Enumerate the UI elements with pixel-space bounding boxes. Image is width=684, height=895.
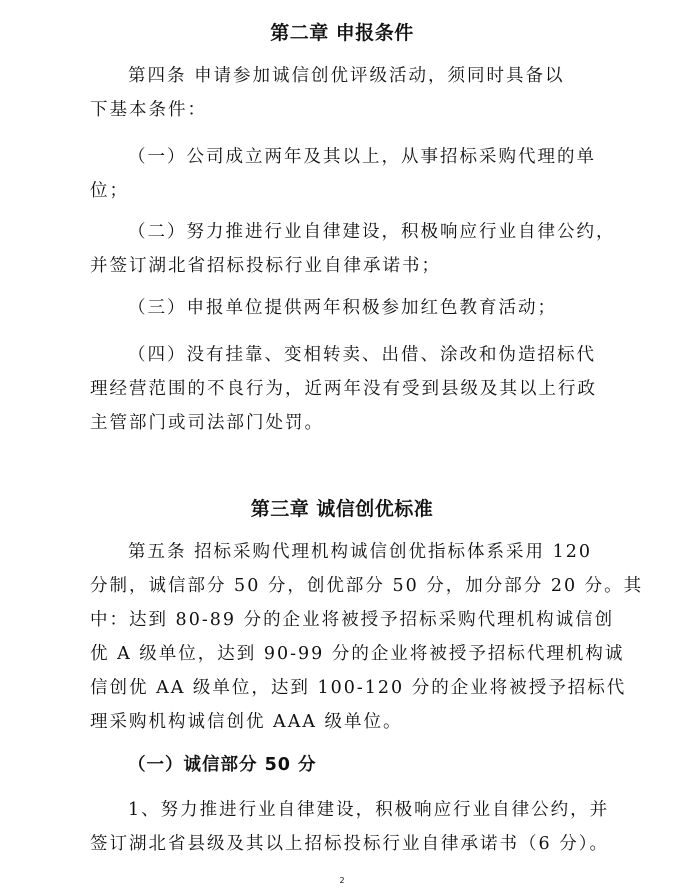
article-5-line-6: 理采购机构诚信创优 AAA 级单位。 xyxy=(90,712,403,732)
chapter-2-title: 第二章 申报条件 xyxy=(270,22,414,44)
integrity-item-1-line-1: 1、努力推进行业自律建设，积极响应行业自律公约，并 xyxy=(128,800,610,820)
condition-1-line-2: 位； xyxy=(90,181,129,201)
condition-4-line-3: 主管部门或司法部门处罚。 xyxy=(90,413,324,433)
article-4-line-2: 下基本条件： xyxy=(90,100,207,120)
article-5-line-2: 分制，诚信部分 50 分，创优部分 50 分，加分部分 20 分。其 xyxy=(90,576,644,596)
chapter-3-title: 第三章 诚信创优标准 xyxy=(250,498,434,520)
integrity-section-title: （一）诚信部分 50 分 xyxy=(128,755,317,775)
article-4-line-1: 第四条 申请参加诚信创优评级活动，须同时具备以 xyxy=(128,66,565,86)
condition-4-line-1: （四）没有挂靠、变相转卖、出借、涂改和伪造招标代 xyxy=(128,345,596,365)
page-number: 2 xyxy=(339,876,345,885)
condition-2-line-2: 并签订湖北省招标投标行业自律承诺书； xyxy=(90,256,441,276)
article-5-line-1: 第五条 招标采购代理机构诚信创优指标体系采用 120 xyxy=(128,542,593,562)
article-5-line-4: 优 A 级单位，达到 90-99 分的企业将被授予招标代理机构诚 xyxy=(90,644,625,664)
article-5-line-5: 信创优 AA 级单位，达到 100-120 分的企业将被授予招标代 xyxy=(90,678,627,698)
article-5-line-3: 中：达到 80-89 分的企业将被授予招标采购代理机构诚信创 xyxy=(90,610,615,630)
condition-2-line-1: （二）努力推进行业自律建设，积极响应行业自律公约， xyxy=(128,222,616,242)
integrity-item-1-line-2: 签订湖北省县级及其以上招标投标行业自律承诺书（6 分）。 xyxy=(90,834,609,854)
condition-4-line-2: 理经营范围的不良行为，近两年没有受到县级及其以上行政 xyxy=(90,379,597,399)
condition-1-line-1: （一）公司成立两年及其以上，从事招标采购代理的单 xyxy=(128,147,596,167)
condition-3-line-1: （三）申报单位提供两年积极参加红色教育活动； xyxy=(128,298,557,318)
